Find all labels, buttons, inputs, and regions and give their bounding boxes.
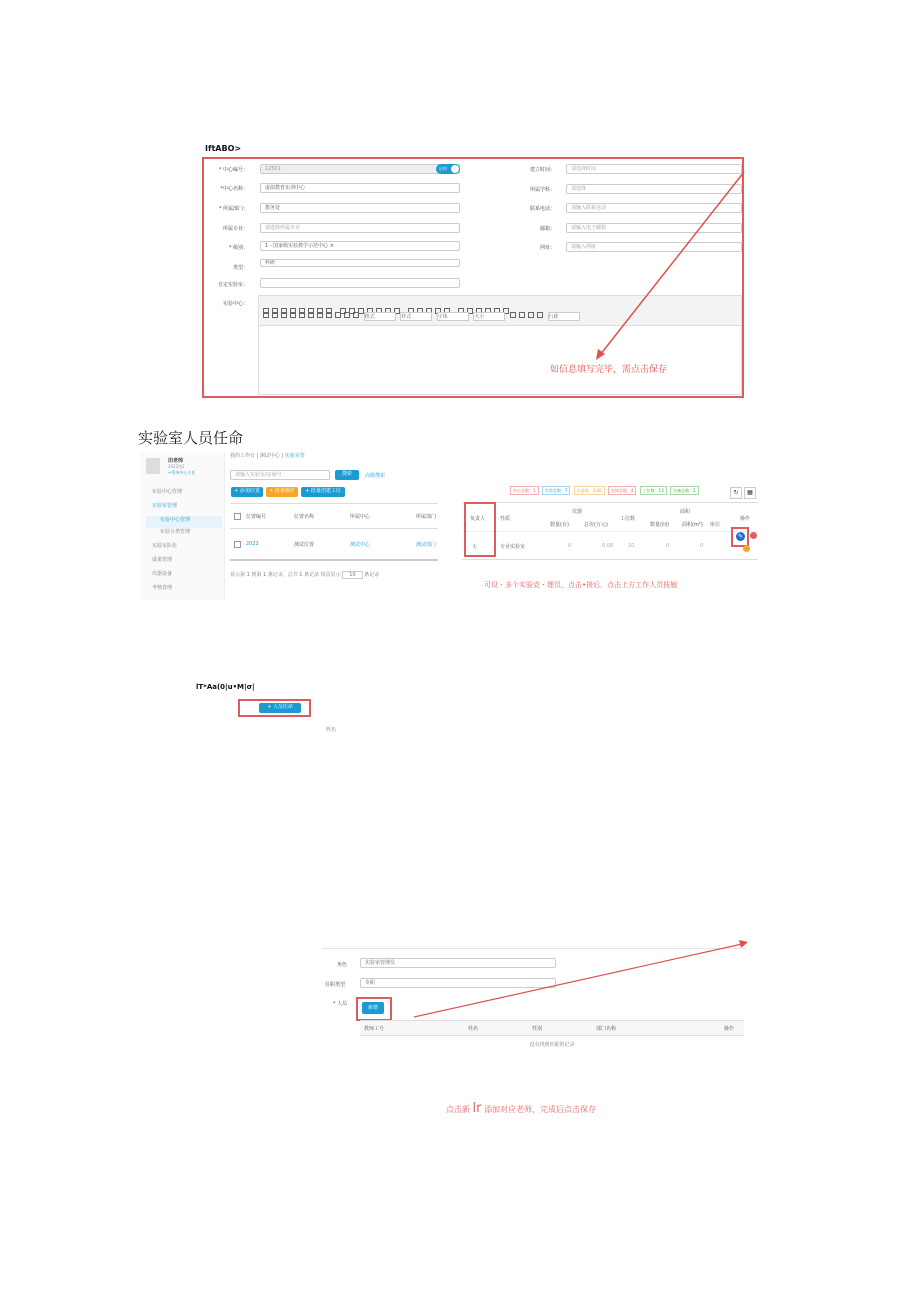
- style-select[interactable]: 样式: [400, 312, 432, 321]
- batch-create-button[interactable]: + 批量创建工位: [301, 487, 345, 497]
- stat-badge: 工位数：13: [640, 486, 667, 495]
- batch-operate-button[interactable]: + 批量操作: [266, 487, 298, 497]
- col-header: 位置编号: [246, 514, 267, 520]
- email-label: 邮箱：: [539, 226, 555, 232]
- sidebar-subitem[interactable]: 实验分类管理: [160, 529, 191, 535]
- page-size-select[interactable]: 10: [342, 571, 362, 579]
- line-height-select[interactable]: 行距: [548, 312, 580, 321]
- cell: 0: [700, 543, 704, 549]
- cell: 0: [568, 543, 572, 549]
- col-header: 所属中心: [350, 514, 371, 520]
- section3-annotation: [446, 1101, 596, 1116]
- dept-label: * 所属部门：: [218, 206, 248, 212]
- subheader: 总价(万元): [584, 522, 608, 528]
- col-header-person: 负责人: [470, 516, 486, 522]
- cell: 0: [666, 543, 670, 549]
- col-header: 部门名称: [596, 1026, 617, 1032]
- annotation-part: lr: [472, 1101, 482, 1116]
- major-label: 所属专业：: [222, 226, 248, 232]
- save-annotation: 如信息填写完毕，需点击保存: [550, 365, 668, 375]
- cell: 0.00: [602, 543, 614, 549]
- col-header-area: 面积: [680, 509, 691, 515]
- stat-badge: 中心总数：1: [510, 486, 539, 495]
- role-select[interactable]: 实验室管理员: [360, 958, 556, 968]
- cell-person[interactable]: 无: [472, 544, 478, 550]
- custom-lab-label: 自定实验室：: [217, 282, 248, 288]
- edit-icon[interactable]: ✎: [737, 533, 744, 540]
- site-label: 网址：: [539, 245, 555, 251]
- toggle-label: 启用: [439, 166, 447, 171]
- sidebar-item[interactable]: 实验室队伍: [152, 543, 178, 549]
- empty-message: 没有找到匹配的记录: [529, 1042, 575, 1048]
- col-header-station: 工位数: [620, 516, 636, 522]
- subheader: 面积(m²): [682, 522, 703, 528]
- col-header: 姓名: [468, 1026, 479, 1032]
- cell: 10: [628, 543, 635, 549]
- name-column-label: 姓名: [326, 727, 337, 733]
- sidebar-item[interactable]: 实验中心管理: [152, 489, 183, 495]
- add-button[interactable]: 新增: [362, 1002, 384, 1014]
- refresh-icon[interactable]: ↻: [730, 487, 742, 499]
- cell-type: 专业实验室: [500, 544, 526, 550]
- subject-field[interactable]: 请选择: [566, 184, 742, 194]
- level-label: * 级别：: [228, 245, 248, 251]
- role-label: 角色: [337, 962, 348, 968]
- col-header: 所属部门: [416, 514, 437, 520]
- col-header-instrument: 仪器: [572, 509, 583, 515]
- sidebar-item[interactable]: 考核管理: [152, 585, 173, 591]
- appoint-person-button[interactable]: + 人员任命: [259, 703, 301, 713]
- cell: 测试位置: [294, 542, 315, 548]
- major-select[interactable]: 请选择所属专业: [260, 223, 460, 233]
- section2-annotation: 可设・多个实验克・理员，点击•援后，点击上方工作人员按翘: [484, 581, 678, 589]
- stat-badge: 实验总数：7: [542, 486, 571, 495]
- sidebar-item-active[interactable]: 实验室管理: [152, 503, 178, 509]
- subheader: 座位: [710, 522, 721, 528]
- col-header: 性别: [532, 1026, 543, 1032]
- subheader: 数量(间): [650, 522, 669, 528]
- section1-heading: IftABO>: [205, 144, 242, 153]
- dept-select[interactable]: 教务处: [260, 203, 460, 213]
- sidebar-item[interactable]: 仪器设备: [152, 571, 173, 577]
- columns-icon[interactable]: ▦: [744, 487, 756, 499]
- center-code-label: * 中心编号：: [218, 167, 248, 173]
- user-name: 田老师: [168, 458, 184, 464]
- col-header-type: 性质: [500, 516, 511, 522]
- cell[interactable]: 2022: [246, 541, 259, 547]
- center-name-label: *中心名称：: [220, 186, 248, 192]
- type-label: 任职类型: [325, 982, 346, 988]
- user-role: 2022级1: [168, 464, 185, 469]
- advanced-search-link[interactable]: 高级搜索: [365, 473, 386, 479]
- person-label: * 人员: [333, 1001, 348, 1007]
- subject-label: 所属学科：: [529, 187, 555, 193]
- user-link[interactable]: +系统中心主任: [168, 470, 196, 475]
- subheader: 数量(台): [550, 522, 569, 528]
- level-select[interactable]: 1 - 国家级实验教学示范中心 ×: [260, 241, 460, 251]
- search-button[interactable]: 搜索: [335, 470, 359, 480]
- col-header: 位置名称: [294, 514, 315, 520]
- breadcrumb-item[interactable]: 实验室管: [284, 453, 305, 459]
- site-field[interactable]: 请输入网址: [566, 242, 742, 252]
- phone-field[interactable]: 请输入联系电话: [566, 203, 742, 213]
- format-select[interactable]: 格式: [364, 312, 396, 321]
- phone-label: 联系电话：: [529, 206, 555, 212]
- annotation-part: 点击新: [446, 1105, 470, 1114]
- sidebar-subitem[interactable]: 实验中心管理: [146, 516, 222, 528]
- section2-heading: 实验室人员任命: [138, 429, 244, 447]
- section3-heading: lT*Aa(0|u•M|σ|: [196, 683, 255, 691]
- size-select[interactable]: 大小: [473, 312, 505, 321]
- center-desc-label: 实验中心：: [222, 301, 248, 307]
- stat-badge: 仪器数：3.00: [574, 486, 605, 495]
- cell: 测试中心: [350, 542, 371, 548]
- breadcrumb-item[interactable]: 测试中心: [259, 453, 280, 459]
- col-header: 教师工号: [364, 1026, 385, 1032]
- cell: 测试部门: [416, 542, 437, 548]
- stat-badge: 设备总数：2: [670, 486, 699, 495]
- col-header-action: 操作: [740, 516, 751, 522]
- annotation-part: 添加对应老师，完成后点击保存: [484, 1105, 597, 1114]
- type-label: 类型：: [232, 265, 248, 271]
- sidebar-item[interactable]: 成果管理: [152, 557, 173, 563]
- stat-badge: 房间总数：4: [608, 486, 637, 495]
- font-select[interactable]: 字体: [437, 312, 469, 321]
- pager-text: 显示第 1 到第 1 条记录，总共 1 条记录 每页显示: [230, 572, 341, 578]
- add-position-button[interactable]: + 添加位置: [231, 487, 263, 497]
- build-time-label: 建立时间：: [529, 167, 555, 173]
- pager-suffix: 条记录: [364, 572, 380, 578]
- breadcrumb-item[interactable]: 我的工作台: [230, 453, 256, 459]
- type-select[interactable]: 专职: [360, 978, 556, 988]
- build-time-field[interactable]: 请选择时间: [566, 164, 742, 174]
- search-input[interactable]: 请输入实验室/房间号: [230, 470, 330, 480]
- breadcrumb: 我的工作台 | 测试中心 | 实验室管: [230, 453, 305, 459]
- type-select[interactable]: 科研: [260, 259, 460, 267]
- col-header: 操作: [724, 1026, 735, 1032]
- center-name-field[interactable]: 虚拟教育实训中心: [260, 183, 460, 193]
- center-code-field[interactable]: 12501: [260, 164, 460, 174]
- email-field[interactable]: 请输入电子邮箱: [566, 223, 742, 233]
